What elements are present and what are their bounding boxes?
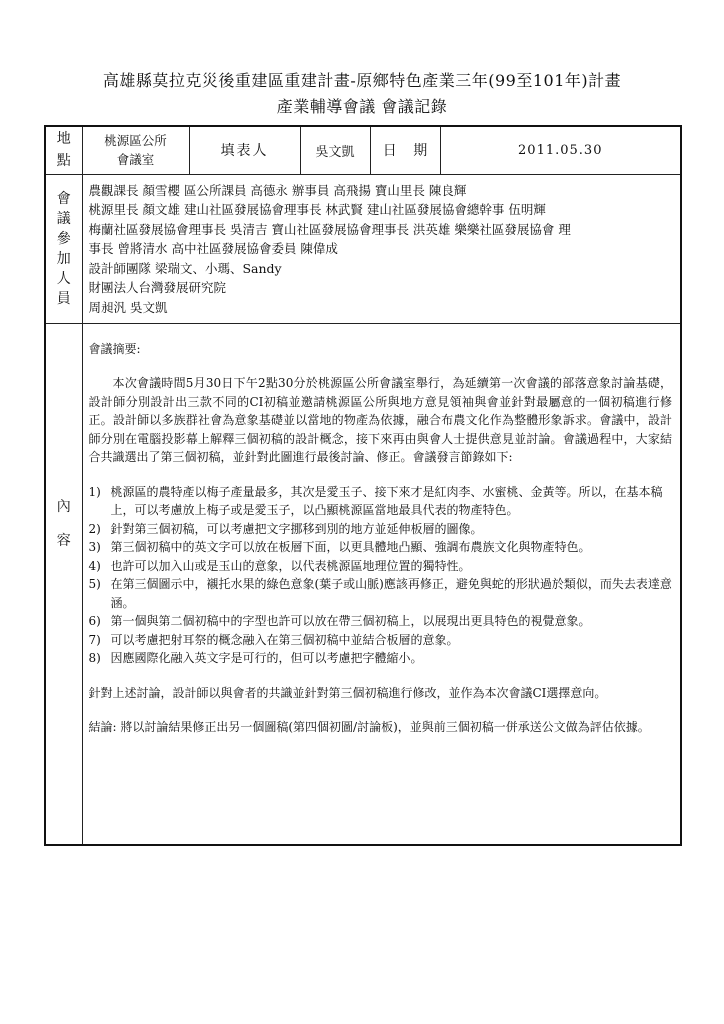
list-item: [89, 557, 673, 576]
list-item-number: 3): [88, 540, 101, 554]
date-label: 日 期: [370, 126, 440, 174]
filler-label: 填表人: [189, 126, 300, 174]
list-item: [89, 575, 673, 612]
list-item: [89, 520, 673, 539]
attendees-row: [45, 174, 681, 323]
list-item: [89, 631, 673, 650]
list-item: [89, 649, 673, 668]
intro-paragraph: 本次會議時間5月30日下午2點30分於桃源區公所會議室舉行，為延續第一次會議的部落意象討論基礎，設計師分別設計出三款不同的CI初稿並邀請桃源區公所與地方意見領袖與會並針對最屬意的一個初稿進行修正。設計師以多族群社會為意象基礎並以當地的物產為依據，融合布農文化作為整體形象訴求。會議中，設計師分別在電腦投影幕上解釋三個初稿的設計概念，接下來再由與會人士提供意見並討論。會議過程中，大家結合共識選出了第三個初稿，並針對此圖進行最後討論、修正。會議發言節錄如下:: [88, 376, 672, 464]
attendee-line: 農觀課長 顏雪櫻 區公所課員 高德永 辦事員 高飛揚 寶山里長 陳良輝: [88, 182, 467, 198]
date-value: 2011.05.30: [440, 126, 681, 174]
content-row: [45, 323, 681, 845]
attendees-label-char: 員: [56, 290, 71, 307]
attendees-list: [82, 174, 681, 323]
document-subtitle: 產業輔導會議 會議記錄: [276, 97, 448, 116]
location-value-2: 會議室: [116, 152, 155, 168]
location-label-cell: [45, 126, 82, 174]
attendees-label-char: 議: [56, 210, 71, 227]
list-item: [89, 612, 673, 631]
location-value-cell: [82, 126, 189, 174]
attendees-label-char: 人: [56, 270, 71, 287]
list-item-text: 針對第三個初稿，可以考慮把文字挪移到別的地方並延伸板層的圖像。: [110, 521, 483, 536]
meeting-record-table: [44, 125, 682, 846]
attendee-line: 財團法人台灣發展研究院: [88, 280, 227, 296]
list-item-number: 1): [88, 484, 101, 499]
list-item-text: 在第三個圖示中，襯托水果的綠色意象(葉子或山脈)應該再修正，避免與蛇的形狀過於類似，而失去表達意涵。: [110, 577, 672, 610]
summary-title: 會議摘要:: [88, 341, 141, 356]
attendee-line: 桃源里長 顏文雄 建山社區發展協會理事長 林武賢 建山社區發展協會總幹事 伍明輝: [88, 202, 546, 218]
filler-value: 吳文凱: [300, 126, 370, 174]
attendees-label-cell: [45, 174, 82, 323]
attendees-label-char: 會: [56, 190, 71, 207]
document-title: 高雄縣莫拉克災後重建區重建計畫-原鄉特色產業三年(99至101年)計畫: [102, 71, 622, 90]
list-item-text: 第三個初稿中的英文字可以放在板層下面，以更具體地凸顯、強調布農族文化與物產特色。: [110, 540, 591, 554]
list-item-number: 6): [88, 614, 101, 628]
list-item-text: 因應國際化融入英文字是可行的，但可以考慮把字體縮小。: [110, 651, 423, 665]
list-item-number: 5): [88, 577, 101, 591]
location-value-1: 桃源區公所: [104, 133, 167, 149]
list-item-text: 可以考慮把射耳祭的概念融入在第三個初稿中並結合板層的意象。: [110, 632, 459, 647]
attendee-line: 周昶汎 吳文凱: [88, 300, 168, 316]
list-item-text: 也許可以加入山或是玉山的意象，以代表桃源區地理位置的獨特性。: [110, 558, 471, 573]
content-label-cell: [45, 323, 82, 845]
list-item-number: 8): [88, 651, 101, 665]
attendee-line: 梅蘭社區發展協會理事長 吳清吉 寶山社區發展協會理事長 洪英雄 樂樂社區發展協會 理: [88, 221, 571, 237]
list-item-number: 4): [88, 558, 101, 573]
list-item-text: 桃源區的農特產以梅子產量最多，其次是愛玉子、接下來才是紅肉李、水蜜桃、金黃等。所以，在基本稿上，可以考慮放上梅子或是愛玉子，以凸顯桃源區當地最具代表的物產特色。: [110, 484, 663, 517]
content-label-2: 容: [56, 532, 71, 549]
attendee-line: 設計師團隊 梁瑞文、小瑪、Sandy: [88, 260, 282, 276]
location-label-1: 地: [56, 131, 71, 148]
list-item: [89, 538, 673, 557]
attendees-label-char: 參: [56, 230, 71, 247]
content-body: [82, 323, 681, 845]
discussion-paragraph: 針對上述討論，設計師以與會者的共識並針對第三個初稿進行修改，並作為本次會議CI選擇意向。: [88, 685, 607, 700]
attendee-line: 事長 曾將清水 高中社區發展協會委員 陳偉成: [88, 241, 338, 257]
list-item-number: 7): [88, 632, 101, 647]
header-row: [45, 126, 681, 174]
conclusion-paragraph: 結論: 將以討論結果修正出另一個圖稿(第四個初圖/討論板)，並與前三個初稿一併承送公文做為評估依據。: [88, 720, 650, 734]
list-item: [89, 483, 673, 520]
list-item-number: 2): [88, 521, 101, 536]
attendees-label-char: 加: [56, 250, 71, 267]
location-label-2: 點: [56, 153, 71, 170]
list-item-text: 第一個與第二個初稿中的字型也許可以放在帶三個初稿上，以展現出更具特色的視覺意象。: [110, 614, 591, 628]
content-label-1: 內: [56, 498, 71, 515]
